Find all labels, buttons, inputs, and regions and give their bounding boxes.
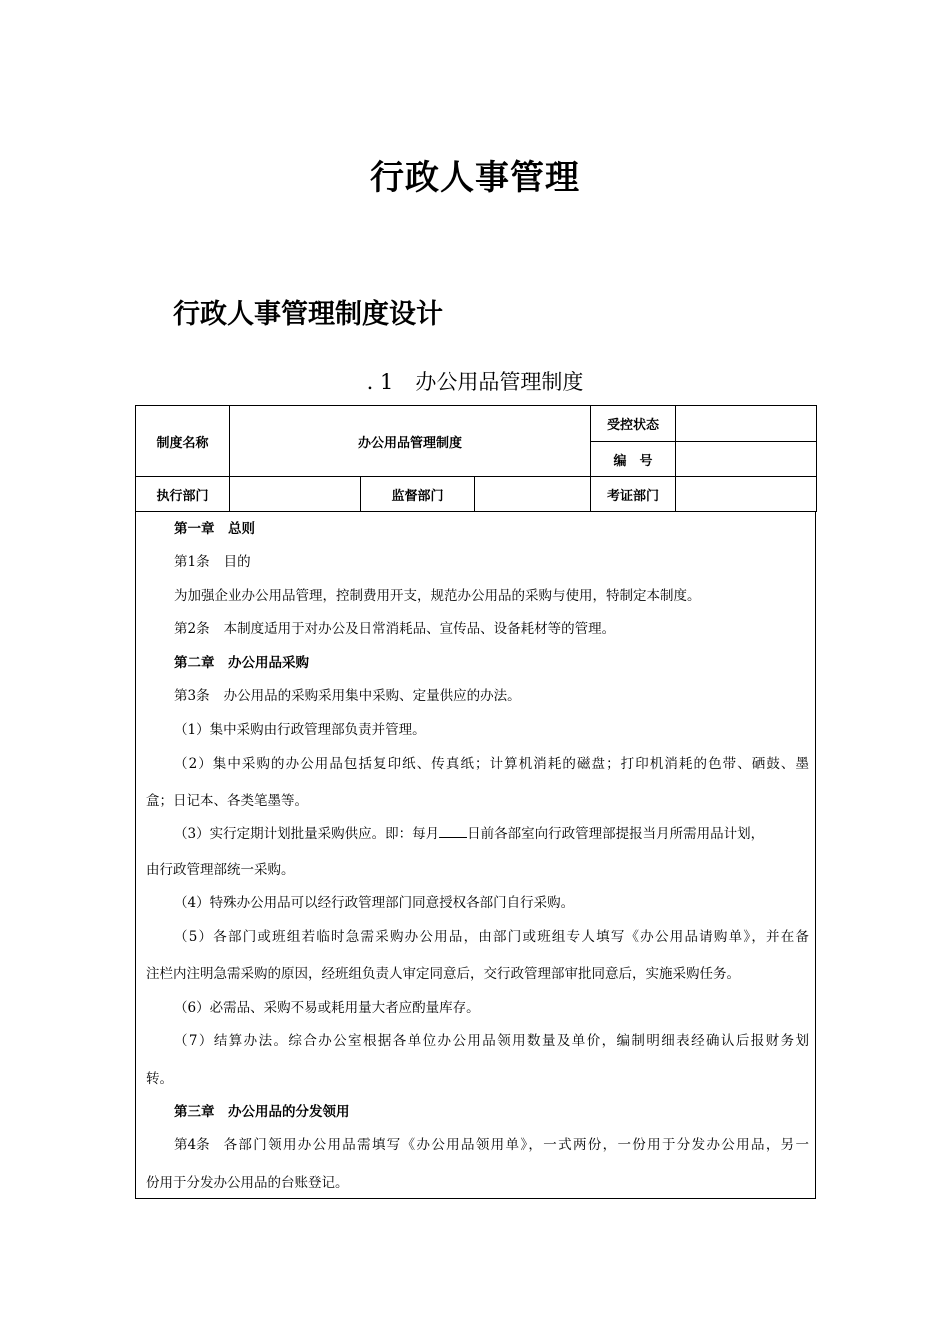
item-1: （1）集中采购由行政管理部负责并管理。 <box>174 722 426 738</box>
article-4-number: 第4条 <box>174 1137 210 1153</box>
chapter-1-heading: 第一章 总则 <box>174 521 255 537</box>
article-4-line-2: 份用于分发办公用品的台账登记。 <box>146 1175 349 1191</box>
item-7-line-1: （7）结算办法。综合办公室根据各单位办公用品领用数量及单价，编制明细表经确认后报财务划 <box>174 1033 809 1049</box>
article-1-text: 为加强企业办公用品管理，控制费用开支，规范办公用品的采购与使用，特制定本制度。 <box>174 588 701 604</box>
item-2-line-2: 盒；日记本、各类笔墨等。 <box>146 793 308 809</box>
fill-in-blank <box>439 825 467 838</box>
control-status-value <box>676 406 817 442</box>
article-3 <box>136 684 809 704</box>
article-1-heading <box>136 550 809 570</box>
article-3-number: 第3条 <box>174 688 210 704</box>
table-caption-text: 办公用品管理制度 <box>415 370 584 394</box>
system-name-value: 办公用品管理制度 <box>230 406 591 477</box>
item-6: （6）必需品、采购不易或耗用量大者应酌量库存。 <box>174 1000 480 1016</box>
exec-dept-label: 执行部门 <box>136 477 230 512</box>
exec-dept-value <box>230 477 361 512</box>
item-5-line-1: （5）各部门或班组若临时急需采购办公用品，由部门或班组专人填写《办公用品请购单》，并在备 <box>174 929 809 945</box>
article-4-line-1 <box>136 1133 809 1153</box>
number-label: 编 号 <box>591 442 676 477</box>
system-name-label: 制度名称 <box>136 406 230 477</box>
article-1-number: 第1条 <box>174 554 210 570</box>
article-1-title: 目的 <box>223 554 251 570</box>
table-caption <box>0 366 950 396</box>
chapter-2-heading: 第二章 办公用品采购 <box>174 655 309 671</box>
item-3-line-1 <box>136 822 809 842</box>
regulation-body <box>135 511 816 1199</box>
regulation-header-table <box>135 405 817 512</box>
item-3-line-2: 由行政管理部统一采购。 <box>146 862 295 878</box>
article-4-text: 各部门领用办公用品需填写《办公用品领用单》，一式两份，一份用于分发办公用品，另一 <box>223 1137 809 1153</box>
article-2-number: 第2条 <box>174 621 210 637</box>
item-4: （4）特殊办公用品可以经行政管理部门同意授权各部门自行采购。 <box>174 895 575 911</box>
table-caption-number: . 1 <box>366 370 394 394</box>
section-title: 行政人事管理制度设计 <box>173 299 443 330</box>
item-3-part-b: 日前各部室向行政管理部提报当月所需用品计划， <box>467 826 765 842</box>
chapter-3-heading: 第三章 办公用品的分发领用 <box>174 1104 350 1120</box>
audit-dept-value <box>676 477 817 512</box>
item-7-line-2: 转。 <box>146 1071 173 1087</box>
item-2-line-1: （2）集中采购的办公用品包括复印纸、传真纸；计算机消耗的磁盘；打印机消耗的色带、硒鼓、墨 <box>174 756 809 772</box>
supervise-dept-value <box>475 477 591 512</box>
audit-dept-label: 考证部门 <box>591 477 676 512</box>
item-5-line-2: 注栏内注明急需采购的原因，经班组负责人审定同意后，交行政管理部审批同意后，实施采购任务。 <box>146 966 740 982</box>
supervise-dept-label: 监督部门 <box>361 477 475 512</box>
control-status-label: 受控状态 <box>591 406 676 442</box>
article-3-text: 办公用品的采购采用集中采购、定量供应的办法。 <box>223 688 521 704</box>
item-3-part-a: （3）实行定期计划批量采购供应。即：每月 <box>174 826 440 842</box>
article-2 <box>136 617 809 637</box>
article-2-text: 本制度适用于对办公及日常消耗品、宣传品、设备耗材等的管理。 <box>223 621 616 637</box>
document-title: 行政人事管理 <box>370 158 580 198</box>
number-value <box>676 442 817 477</box>
